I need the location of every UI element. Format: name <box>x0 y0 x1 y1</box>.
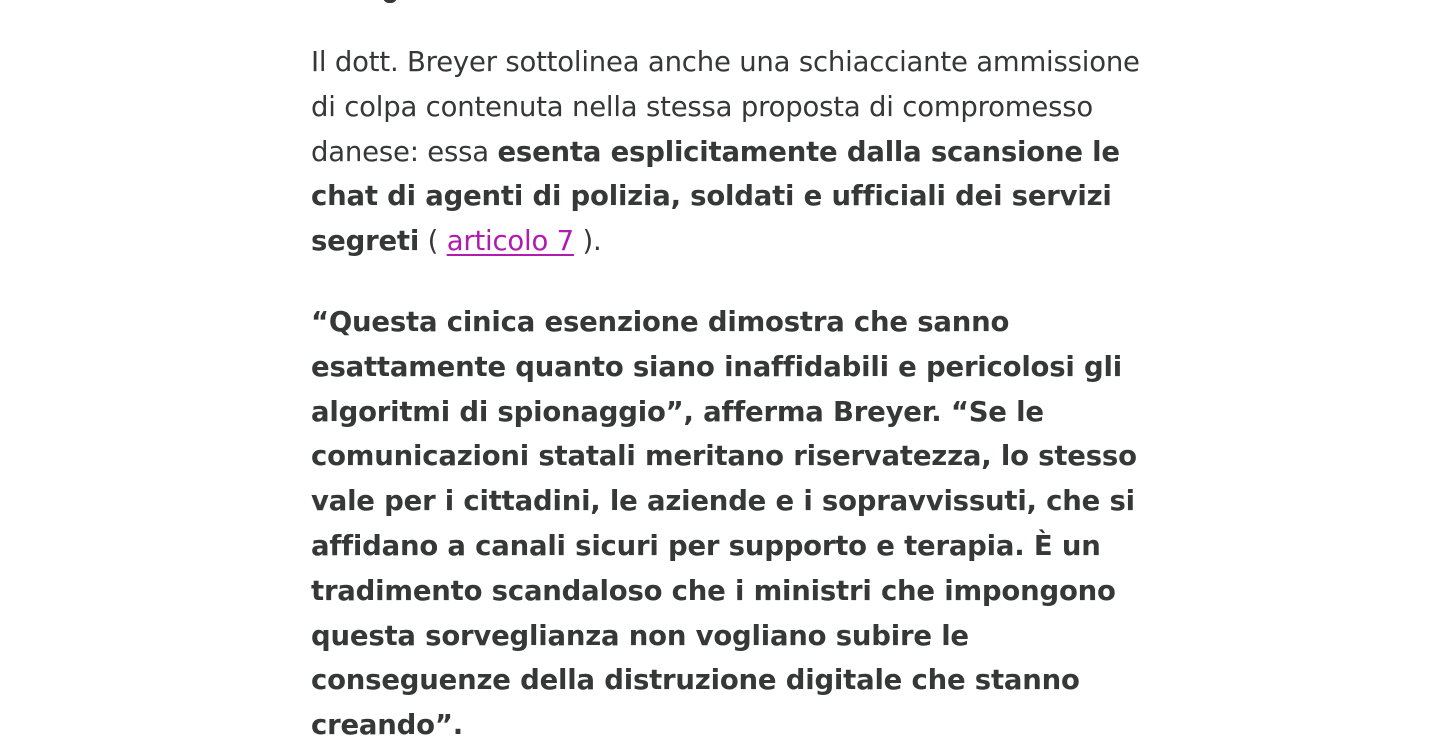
paragraph-intro-text: Il dott. Breyer sottolinea anche una schiacciante ammissione di colpa contenuta nella stessa proposta di compromesso danese: essa <box>311 46 1140 168</box>
paragraph-breyer-admission <box>311 40 1156 264</box>
article-7-link[interactable]: articolo 7 <box>446 225 574 258</box>
cut-off-text-fragment <box>311 0 431 2</box>
article-body <box>311 40 1156 748</box>
paren-open: ( <box>419 225 447 258</box>
paragraph-bold-text: esenta esplicitamente dalla scansione le chat di agenti di polizia, soldati e ufficiali dei servizi segreti <box>311 135 1120 258</box>
breyer-quote-paragraph: “Questa cinica esenzione dimostra che sanno esattamente quanto siano inaffidabili e pericolosi gli algoritmi di spionaggio”, afferma Breyer. “Se le comunicazioni statali meritano riservatezza, lo stesso vale per i cittadini, le aziende e i sopravvissuti, che si affidano a canali sicuri per supporto e terapia. È un tradimento scandaloso che i ministri che impongono questa sorveglianza non vogliano subire le conseguenze della distruzione digitale che stanno creando”. <box>311 305 1137 742</box>
paren-close: ). <box>573 225 602 258</box>
